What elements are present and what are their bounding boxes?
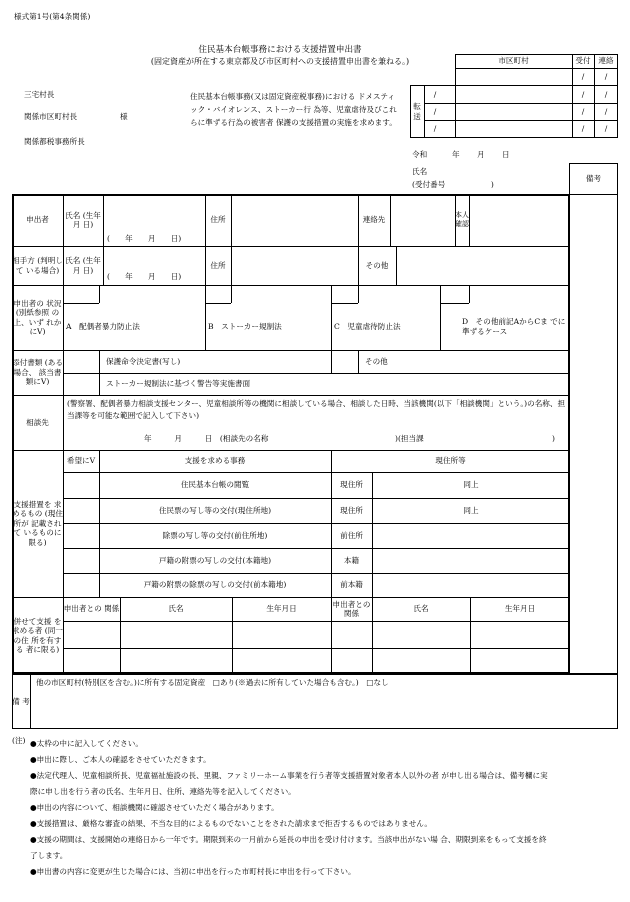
cohabitant-dob-header: 生年月日	[266, 604, 297, 614]
counterparty-label: 相手方 (判明して いる場合)	[12, 256, 63, 275]
attachment-stalker-warning: ストーカー規制法に基づく警告等実施書面	[106, 379, 251, 389]
consultation-instruction: (警察署、配偶者暴力相談支援センター、児童相談所等の機関に相談している場合、相談した日時、当該機関(以下「相談機関」という。)の名称、担当課等を可能な範囲で記入して下さい)	[67, 399, 566, 420]
attachment-other: その他	[365, 356, 388, 366]
date-day: 日	[502, 150, 510, 159]
support-label: 支援措置を 求めるもの (現住所が 記載されて いるものに 限る)	[12, 499, 63, 547]
transfer-header-municipality: 市区町村	[498, 56, 529, 66]
name-label: 氏名	[412, 167, 428, 176]
situation-option-d: D その他前記AからCま でに準ずるケース	[462, 317, 566, 336]
transfer-slash: /	[604, 89, 608, 99]
note-item: ●申出の内容について、相談機関に確認させていただく場合があります。	[30, 803, 279, 812]
date-era: 令和	[412, 150, 428, 159]
consultation-date-line: 年 月 日 (相談先の名称	[144, 434, 269, 443]
transfer-header-contact: 連絡	[598, 56, 614, 66]
support-matter: 住民基本台帳の閲覧	[180, 480, 250, 490]
transfer-slash: /	[581, 89, 585, 99]
support-addr-value: 同上	[463, 505, 479, 515]
note-item: ●申出書の内容に変更が生じた場合には、当初に申出を行った市町村長に申出を行って下さい。	[30, 867, 356, 876]
transfer-slash: /	[604, 124, 608, 134]
notes-prefix: (注)	[12, 736, 26, 745]
transfer-slash: /	[604, 106, 608, 116]
transfer-slash: /	[433, 124, 437, 134]
support-check-header: 希望にV	[66, 456, 96, 466]
date-month: 月	[477, 150, 485, 159]
applicant-label: 申出者	[26, 215, 49, 225]
transfer-slash: /	[581, 71, 585, 81]
identity-check-label: 本人確認	[455, 211, 469, 228]
transfer-slash: /	[604, 71, 608, 81]
consultation-close: )	[552, 434, 555, 443]
cohabitant-dob-header: 生年月日	[504, 604, 536, 614]
attachment-protection-order: 保護命令決定書(写し)	[106, 356, 181, 366]
attachments-label: 添付書類 (ある場合、 該当書類にV)	[12, 358, 63, 387]
support-matter: 戸籍の附票の除票の写しの交付(前本籍地)	[143, 580, 287, 590]
situation-option-a: A 配偶者暴力防止法	[66, 321, 140, 331]
form-title: 住民基本台帳事務における支援措置申出書	[198, 45, 362, 55]
applicant-name-label: 氏名 (生年月 日)	[65, 210, 101, 229]
reception-number: (受付番号 )	[412, 180, 494, 189]
consultation-section: )(担当課	[395, 434, 424, 443]
support-address-header: 現住所等	[435, 456, 466, 466]
support-addr-label: 前住所	[340, 530, 363, 540]
applicant-address-label: 住所	[210, 215, 226, 225]
addressee-tax-office: 関係都税事務所長	[24, 137, 85, 146]
transfer-header-received: 受付	[575, 56, 591, 66]
applicant-contact-label: 連絡先	[362, 215, 386, 225]
support-addr-label: 前本籍	[340, 580, 363, 590]
transfer-slash: /	[433, 106, 437, 116]
form-subtitle: (固定資産が所在する東京都及び市区町村への支援措置申出書を兼ねる。)	[150, 57, 410, 66]
transfer-slash: /	[433, 89, 437, 99]
note-item: ●支援措置は、厳格な審査の結果、不当な目的によるものでないことをされた請求まで拒否するものではありません。	[30, 819, 432, 828]
situation-label: 申出者の 状況 (別紙参照 の上、いず れかにV)	[13, 298, 62, 336]
support-addr-value: 同上	[463, 480, 479, 490]
support-matter: 住民票の写し等の交付(現住所地)	[158, 505, 272, 515]
situation-option-b: B ストーカー規制法	[208, 321, 282, 331]
bottom-remarks-label: 備 考	[12, 696, 30, 706]
addressee-miyake: 三宅村長	[24, 90, 55, 99]
support-addr-label: 現住所	[340, 505, 363, 515]
cohabitant-name-header: 氏名	[168, 604, 184, 614]
cohabitant-label: 併せて支援 を求める者 (同一の住 所を有する 者に限る)	[12, 616, 63, 654]
cohabitant-name-header: 氏名	[413, 604, 429, 614]
support-addr-label: 本籍	[343, 555, 360, 565]
counterparty-dob: ( 年 月 日)	[107, 272, 182, 281]
transfer-slash: /	[581, 106, 585, 116]
counterparty-address-label: 住所	[210, 260, 226, 270]
transfer-label: 転 送	[413, 102, 421, 121]
form-number: 様式第1号(第4条関係)	[14, 12, 91, 21]
cohabitant-relation-header: 申出者との 関係	[63, 604, 120, 614]
note-item: ●支援の期間は、支援開始の連絡日から一年です。期限到来の一月前から延長の申出を受け付けます。当該申出がない場 合、期限到来をもって支援を終了します。	[30, 835, 547, 860]
remarks-column	[569, 194, 618, 674]
date-year: 年	[452, 150, 460, 159]
note-item: ●法定代理人、児童相談所長、児童福祉施設の長、里親、ファミリーホーム事業を行う者等支援措置対象者本人以外の者 が申し出る場合は、備考欄に実際に申し出を行う者の氏名、生年月日、住所、連絡先等を記入してください。	[30, 771, 548, 796]
note-item: ●太枠の中に記入してください。	[30, 739, 143, 748]
bottom-remarks-text: 他の市区町村(特別区を含む。)に所有する固定資産 □あり(※過去に所有していた場合も含む。) □なし	[36, 678, 389, 687]
cohabitant-relation-header: 申出者との 関係	[332, 599, 371, 618]
counterparty-name-label: 氏名 (生年月 日)	[65, 256, 101, 275]
notes-list	[30, 736, 550, 880]
consultation-label: 相談先	[26, 417, 49, 427]
situation-option-c: C 児童虐待防止法	[334, 321, 401, 331]
note-item: ●申出に際し、ご本人の確認をさせていただきます。	[30, 755, 211, 764]
applicant-dob: ( 年 月 日)	[107, 234, 182, 243]
counterparty-other-label: その他	[365, 260, 389, 270]
support-matter: 戸籍の附票の写しの交付(本籍地)	[158, 555, 272, 565]
support-matter-header: 支援を求める事務	[184, 456, 246, 466]
support-addr-label: 現住所	[340, 480, 363, 490]
support-matter: 除票の写し等の交付(前住所地)	[162, 530, 268, 540]
honorific: 様	[120, 112, 128, 121]
addressee-municipalities: 関係市区町村長	[24, 112, 78, 121]
request-text: 住民基本台帳事務(又は固定資産税事務)における ドメスティック・バイオレンス、ストーカー行 為等、児童虐待及びこれらに準ずる行為の被害者 保護の支援措置の実施を求めます。	[190, 92, 397, 127]
transfer-slash: /	[581, 124, 585, 134]
remarks-header: 備考	[585, 174, 602, 184]
